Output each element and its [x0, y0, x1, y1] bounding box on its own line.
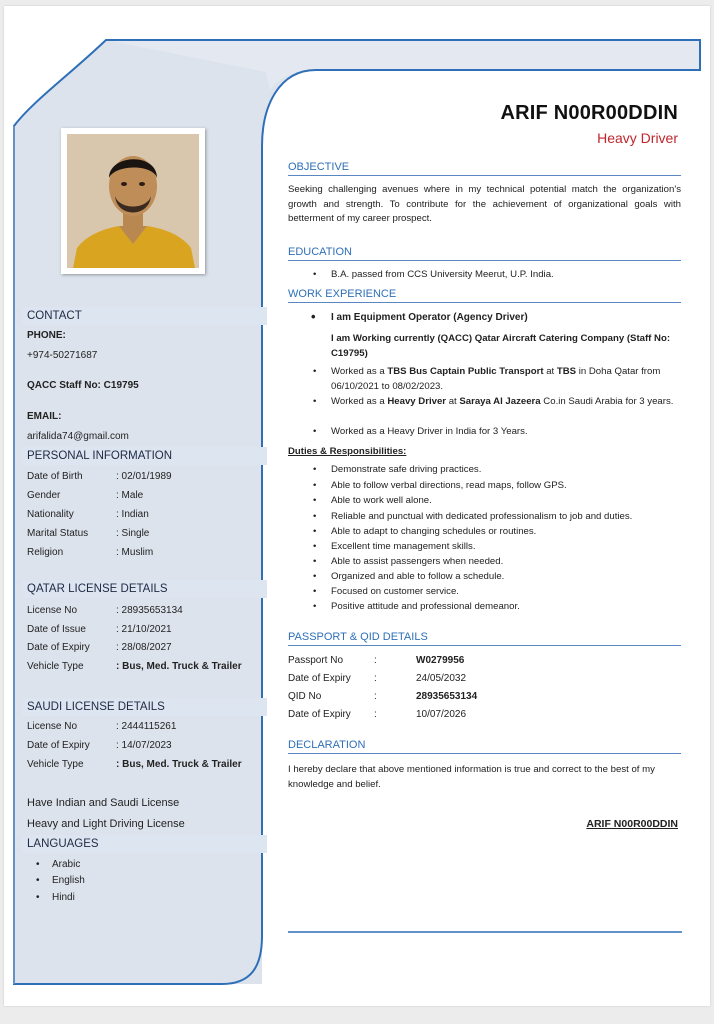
- personal-label: Nationality: [27, 509, 74, 520]
- duty-item: • Able to assist passengers when needed.: [331, 555, 683, 570]
- language-item: • English: [52, 875, 85, 886]
- passport-label: QID No: [288, 691, 322, 702]
- saudi-license-value: : 2444115261: [116, 721, 177, 732]
- languages-section-title: LANGUAGES: [22, 835, 267, 853]
- personal-value: : Muslim: [116, 547, 154, 558]
- work-experience-heading: WORK EXPERIENCE: [288, 288, 681, 303]
- staff-number: QACC Staff No: C19795: [27, 380, 139, 391]
- qatar-license-value: : Bus, Med. Truck & Trailer: [116, 661, 242, 672]
- saudi-license-section-title: SAUDI LICENSE DETAILS: [22, 698, 267, 716]
- passport-label: Date of Expiry: [288, 709, 351, 720]
- passport-heading: PASSPORT & QID DETAILS: [288, 631, 681, 646]
- qatar-license-value: : 21/10/2021: [116, 624, 172, 635]
- person-silhouette-icon: [67, 134, 199, 268]
- saudi-license-value: : Bus, Med. Truck & Trailer: [116, 759, 242, 770]
- license-note: Heavy and Light Driving License: [27, 818, 185, 830]
- qatar-license-value: : 28/08/2027: [116, 642, 172, 653]
- personal-label: Marital Status: [27, 528, 89, 539]
- personal-value: : Indian: [116, 509, 149, 520]
- qatar-license-section-title: QATAR LICENSE DETAILS: [22, 580, 267, 598]
- passport-value: 28935653134: [416, 691, 478, 702]
- qatar-license-label: Date of Expiry: [27, 642, 90, 653]
- work-item: • Worked as a Heavy Driver in India for 3 Years.: [331, 425, 683, 440]
- profile-photo: [61, 128, 205, 274]
- contact-section-title: CONTACT: [22, 307, 267, 325]
- objective-heading: OBJECTIVE: [288, 161, 681, 176]
- passport-colon: :: [374, 709, 377, 720]
- personal-label: Date of Birth: [27, 471, 83, 482]
- declaration-heading: DECLARATION: [288, 739, 681, 754]
- personal-value: : 02/01/1989: [116, 471, 172, 482]
- duty-item: • Organized and able to follow a schedule.: [331, 570, 683, 585]
- current-job-title: • I am Equipment Operator (Agency Driver): [331, 311, 683, 326]
- qatar-license-value: : 28935653134: [116, 605, 183, 616]
- passport-label: Passport No: [288, 655, 344, 666]
- duty-item: • Positive attitude and professional demeanor.: [331, 600, 683, 615]
- qatar-license-label: License No: [27, 605, 78, 616]
- phone-label: PHONE:: [27, 330, 66, 341]
- phone-value: +974-50271687: [27, 350, 98, 361]
- candidate-name: ARIF N00R00DDIN: [500, 102, 678, 124]
- personal-value: : Male: [116, 490, 144, 501]
- saudi-license-value: : 14/07/2023: [116, 740, 172, 751]
- duty-item: • Able to adapt to changing schedules or routines.: [331, 525, 683, 540]
- objective-text: Seeking challenging avenues where in my technical potential match the organization's growth and strength. To contribute for the achievement of organizational goals with betterment of my career prospect.: [288, 184, 681, 224]
- declaration-text: I hereby declare that above mentioned information is true and correct to the best of my knowledge and belief.: [288, 764, 655, 790]
- saudi-license-label: Vehicle Type: [27, 759, 84, 770]
- saudi-license-label: Date of Expiry: [27, 740, 90, 751]
- passport-value: 24/05/2032: [416, 673, 467, 684]
- duty-item: • Reliable and punctual with dedicated professionalism to job and duties.: [331, 510, 683, 525]
- duty-item: • Demonstrate safe driving practices.: [331, 463, 683, 478]
- duty-item: • Focused on customer service.: [331, 585, 683, 600]
- passport-colon: :: [374, 655, 377, 666]
- work-item: • Worked as a Heavy Driver at Saraya Al Jazeera Co.in Saudi Arabia for 3 years.: [331, 395, 683, 410]
- email-value: arifalida74@gmail.com: [27, 431, 129, 442]
- duty-item: • Able to work well alone.: [331, 494, 683, 509]
- personal-label: Religion: [27, 547, 64, 558]
- passport-value: 10/07/2026: [416, 709, 467, 720]
- qatar-license-label: Vehicle Type: [27, 661, 84, 672]
- saudi-license-label: License No: [27, 721, 78, 732]
- passport-colon: :: [374, 691, 377, 702]
- qatar-license-label: Date of Issue: [27, 624, 86, 635]
- duties-heading: Duties & Responsibilities:: [288, 446, 407, 457]
- candidate-role: Heavy Driver: [597, 130, 678, 146]
- passport-label: Date of Expiry: [288, 673, 351, 684]
- personal-label: Gender: [27, 490, 61, 501]
- personal-section-title: PERSONAL INFORMATION: [22, 447, 267, 465]
- language-item: • Arabic: [52, 859, 80, 870]
- signature-name: ARIF N00R00DDIN: [586, 818, 678, 830]
- passport-colon: :: [374, 673, 377, 684]
- current-job-detail: I am Working currently (QACC) Qatar Aircraft Catering Company (Staff No: C19795): [331, 333, 671, 359]
- duty-item: • Able to follow verbal directions, read maps, follow GPS.: [331, 479, 683, 494]
- passport-value: W0279956: [416, 655, 465, 666]
- education-item: • B.A. passed from CCS University Meerut, U.P. India.: [331, 268, 683, 283]
- education-heading: EDUCATION: [288, 246, 681, 261]
- email-label: EMAIL:: [27, 411, 62, 422]
- language-item: • Hindi: [52, 892, 75, 903]
- work-item: • Worked as a TBS Bus Captain Public Transport at TBS in Doha Qatar from 06/10/2021 to 08/02/2023.: [331, 365, 683, 394]
- license-note: Have Indian and Saudi License: [27, 797, 180, 809]
- duty-item: • Excellent time management skills.: [331, 540, 683, 555]
- resume-page: [4, 6, 710, 1006]
- personal-value: : Single: [116, 528, 150, 539]
